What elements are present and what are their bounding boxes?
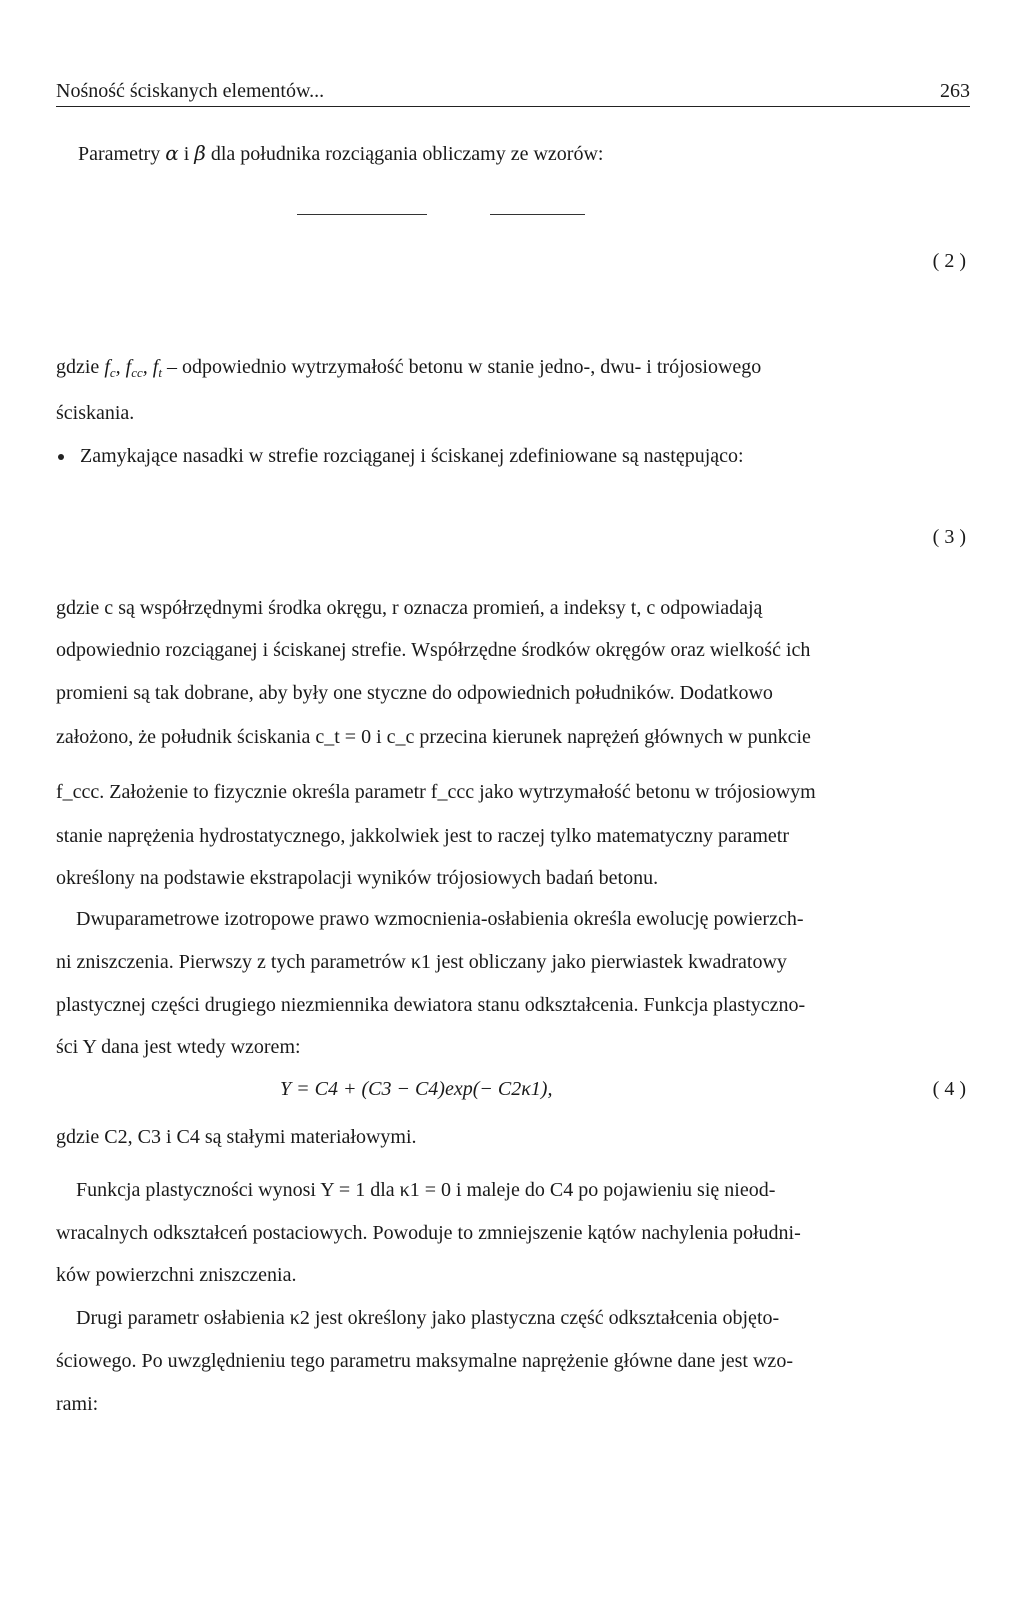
para1-line2: odpowiednio rozciąganej i ściskanej strefie. Współrzędne środków okręgów oraz wielkość ich [56,639,811,661]
para1-line4: założono, że południk ściskania c_t = 0 i c_c przecina kierunek naprężeń głównych w punkcie [56,726,811,748]
fraction-bar-2 [490,214,585,215]
alpha-symbol: α [165,141,179,165]
para1-line7: określony na podstawie ekstrapolacji wyników trójosiowych badań betonu. [56,867,659,889]
equation-number-3: ( 3 ) [932,526,966,548]
equation-number-4: ( 4 ) [932,1078,966,1100]
para4-line1: Drugi parametr osłabienia κ2 jest określony jako plastyczna część odkształcenia objęto- [76,1307,780,1329]
bullet-icon [58,454,64,460]
para2-line1: Dwuparametrowe izotropowe prawo wzmocnienia-osłabienia określa ewolucję powierzch- [76,908,804,930]
fraction-bar-1 [297,214,427,215]
para1-line6: stanie naprężenia hydrostatycznego, jakkolwiek jest to raczej tylko matematyczny parametr [56,825,790,847]
running-title: Nośność ściskanych elementów... [56,80,325,102]
para2-line2: ni zniszczenia. Pierwszy z tych parametrów κ1 jest obliczany jako pierwiastek kwadratowy [56,951,787,973]
para4-line3: rami: [56,1393,99,1415]
equation-number-2: ( 2 ) [932,250,966,272]
para1-line5: f_ccc. Założenie to fizycznie określa parametr f_ccc jako wytrzymałość betonu w trójosiowym [56,781,816,803]
page-number: 263 [940,80,970,102]
para3-line1: Funkcja plastyczności wynosi Y = 1 dla κ1 = 0 i maleje do C4 po pojawieniu się nieod- [76,1179,776,1201]
para1-line3: promieni są tak dobrane, aby były one styczne do odpowiednich południków. Dodatkowo [56,682,773,704]
equation-4: Y = C4 + (C3 − C4)exp(− C2κ1), [280,1078,553,1100]
para3-line3: ków powierzchni zniszczenia. [56,1264,297,1286]
running-header [56,80,970,107]
where-strengths: gdzie $f_c$, $f_{cc}$, $f_t$ – odpowiednio wytrzymałość betonu w stanie jedno-, dwu- i trójosiowego [56,356,762,380]
para2-line4: ści Y dana jest wtedy wzorem: [56,1036,301,1058]
params-sentence: Parametry α i β dla południka rozciągania obliczamy ze wzorów: [78,141,604,165]
where-strengths-line2: ściskania. [56,402,135,424]
para4-line2: ściowego. Po uwzględnieniu tego parametru maksymalne naprężenie główne dane jest wzo- [56,1350,793,1372]
where-constants: gdzie C2, C3 i C4 są stałymi materiałowymi. [56,1126,417,1148]
para1-line1: gdzie c są współrzędnymi środka okręgu, r oznacza promień, a indeksy t, c odpowiadają [56,597,763,619]
beta-symbol: β [194,141,206,165]
bullet-item: Zamykające nasadki w strefie rozciąganej i ściskanej zdefiniowane są następująco: [58,446,744,466]
para3-line2: wracalnych odkształceń postaciowych. Powoduje to zmniejszenie kątów nachylenia południ- [56,1222,801,1244]
para2-line3: plastycznej części drugiego niezmiennika dewiatora stanu odkształcenia. Funkcja plastyczno- [56,994,806,1016]
